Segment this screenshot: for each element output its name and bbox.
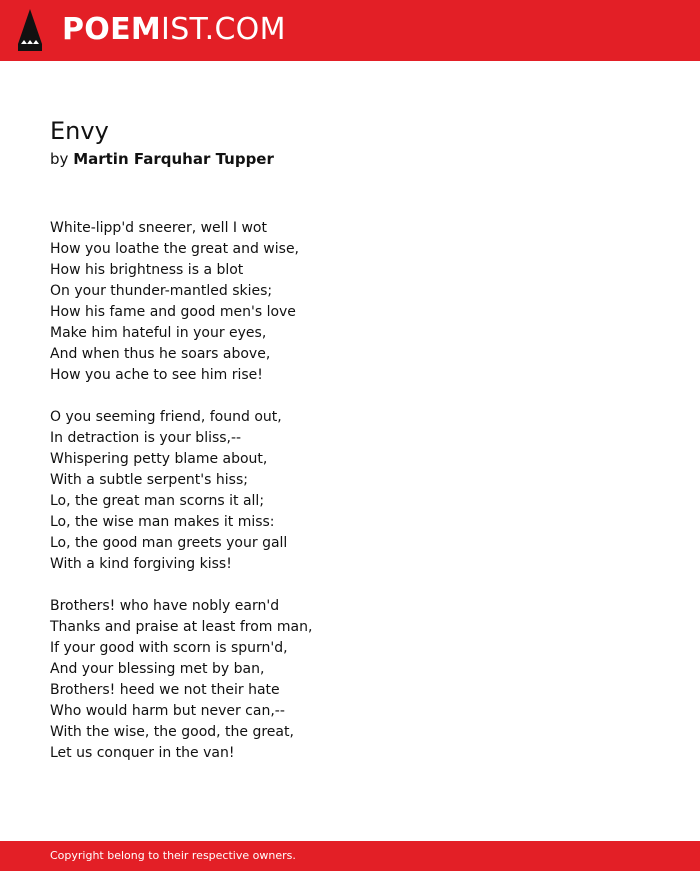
poem-line: How his fame and good men's love (50, 304, 296, 320)
poem-line: Let us conquer in the van! (50, 745, 235, 761)
poem-line: Brothers! heed we not their hate (50, 682, 280, 698)
stanza-1 (50, 218, 650, 386)
brand-light: IST.COM (161, 12, 286, 47)
poem-line: Lo, the wise man makes it miss: (50, 514, 275, 530)
poem-line: Lo, the good man greets your gall (50, 535, 288, 551)
by-label: by (50, 150, 69, 168)
poem-line: And when thus he soars above, (50, 346, 271, 362)
poem-line: How you loathe the great and wise, (50, 241, 300, 257)
poem-line: How you ache to see him rise! (50, 367, 263, 383)
poem-line: If your good with scorn is spurn'd, (50, 640, 288, 656)
copyright-text: Copyright belong to their respective owners. (50, 849, 296, 862)
poem-body (50, 218, 650, 785)
pencil-tip-icon[interactable] (18, 9, 42, 51)
stanza-3 (50, 596, 650, 764)
poem-byline (50, 149, 274, 169)
stanza-2 (50, 407, 650, 575)
poem-line: Lo, the great man scorns it all; (50, 493, 265, 509)
poem-line: With a kind forgiving kiss! (50, 556, 232, 572)
brand-bold: POEM (62, 12, 162, 47)
poem-line: How his brightness is a blot (50, 262, 244, 278)
poem-line: And your blessing met by ban, (50, 661, 265, 677)
poem-line: In detraction is your bliss,-- (50, 430, 242, 446)
poem-line: Who would harm but never can,-- (50, 703, 285, 719)
poem-line: Brothers! who have nobly earn'd (50, 598, 280, 614)
poem-line: White-lipp'd sneerer, well I wot (50, 220, 267, 236)
poem-line: O you seeming friend, found out, (50, 409, 282, 425)
poem-line: Whispering petty blame about, (50, 451, 268, 467)
site-footer (0, 841, 700, 871)
poem-line: With the wise, the good, the great, (50, 724, 294, 740)
site-logo-text[interactable] (62, 12, 286, 48)
poem-line: On your thunder-mantled skies; (50, 283, 273, 299)
poem-line: Thanks and praise at least from man, (50, 619, 313, 635)
site-header (0, 0, 700, 61)
poem-line: With a subtle serpent's hiss; (50, 472, 248, 488)
poem-line: Make him hateful in your eyes, (50, 325, 267, 341)
poem-author: Martin Farquhar Tupper (73, 150, 274, 168)
poem-title: Envy (50, 117, 109, 145)
